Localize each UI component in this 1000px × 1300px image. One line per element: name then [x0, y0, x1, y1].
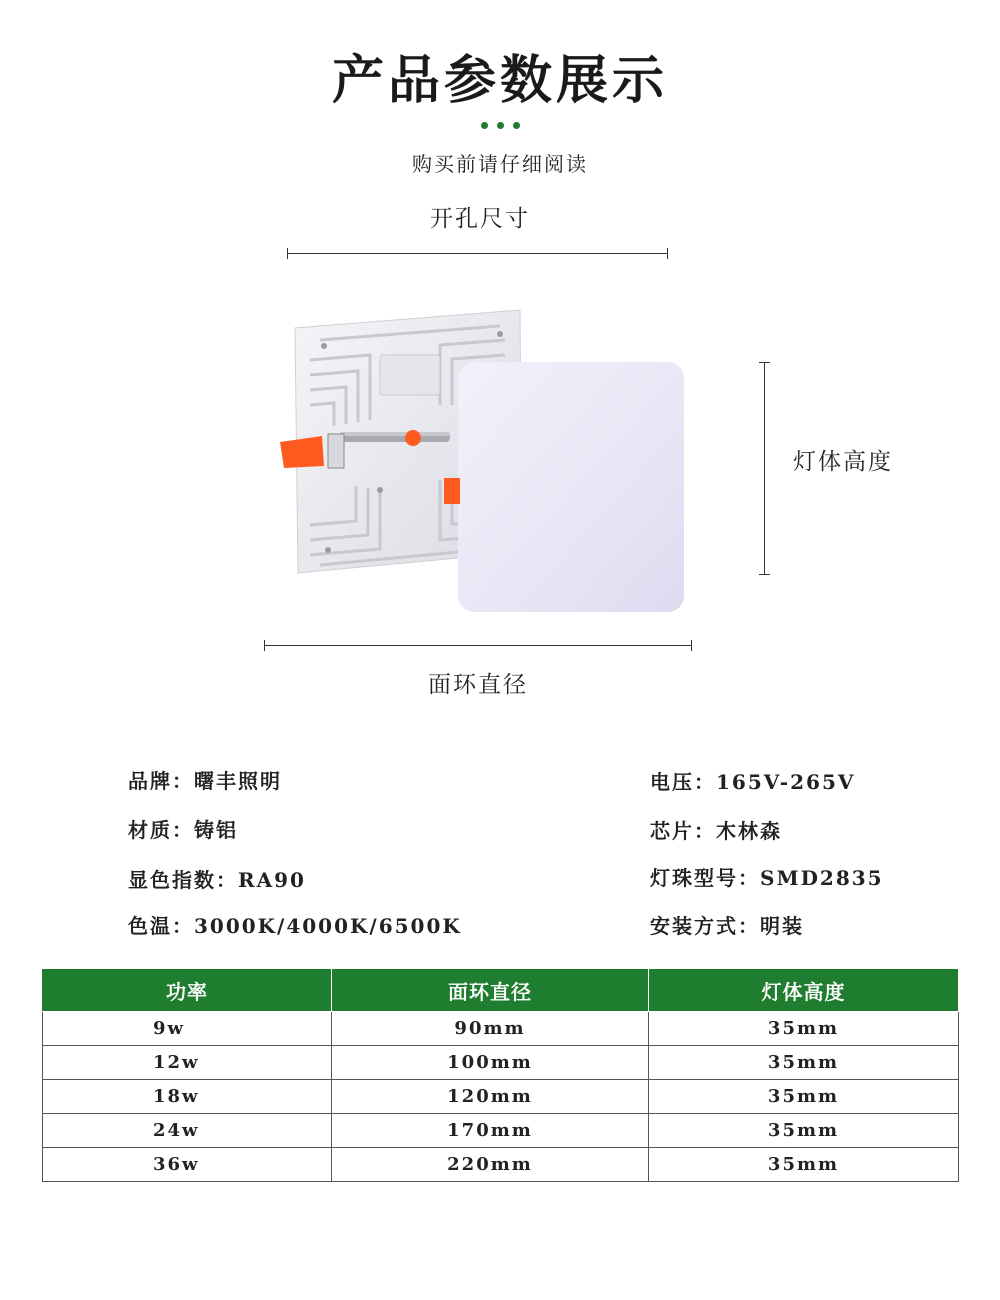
spec-installation: 安装方式：明装 — [650, 914, 804, 938]
spec-brand: 品牌：曙丰照明 — [128, 769, 282, 793]
spec-led-model: 灯珠型号：SMD2835 — [650, 866, 884, 890]
size-table — [42, 968, 959, 1182]
hole-size-dimension-line — [287, 253, 668, 254]
spec-voltage: 电压：165V-265V — [650, 770, 856, 794]
table-row — [43, 1114, 959, 1148]
cell-ring-diameter: 120mm — [332, 1080, 649, 1114]
body-height-label: 灯体高度 — [793, 449, 893, 475]
cell-power: 36w — [43, 1148, 332, 1182]
spec-cri: 显色指数：RA90 — [128, 868, 306, 892]
divider-dot — [513, 122, 520, 129]
hole-size-label: 开孔尺寸 — [430, 206, 530, 232]
table-row — [43, 1012, 959, 1046]
led-panel-light-image — [270, 300, 700, 620]
cell-power: 18w — [43, 1080, 332, 1114]
ring-diameter-dimension-line — [264, 645, 692, 646]
divider-dot — [497, 122, 504, 129]
spec-chip: 芯片：木林森 — [650, 819, 782, 843]
body-height-dimension-line — [764, 362, 765, 575]
cell-ring-diameter: 100mm — [332, 1046, 649, 1080]
table-row — [43, 1046, 959, 1080]
cell-power: 24w — [43, 1114, 332, 1148]
cell-body-height: 35mm — [649, 1148, 959, 1182]
spec-material: 材质：铸铝 — [128, 818, 238, 842]
ring-diameter-label: 面环直径 — [428, 672, 528, 698]
cell-body-height: 35mm — [649, 1012, 959, 1046]
cell-ring-diameter: 90mm — [332, 1012, 649, 1046]
cell-body-height: 35mm — [649, 1114, 959, 1148]
cell-power: 9w — [43, 1012, 332, 1046]
page-subtitle: 购买前请仔细阅读 — [412, 152, 588, 176]
spec-color-temperature: 色温：3000K/4000K/6500K — [128, 914, 462, 938]
title-dots-divider — [0, 122, 1000, 129]
table-row — [43, 1148, 959, 1182]
divider-dot — [481, 122, 488, 129]
cell-ring-diameter: 220mm — [332, 1148, 649, 1182]
header-body-height: 灯体高度 — [649, 969, 959, 1012]
page-title: 产品参数展示 — [331, 50, 668, 111]
table-header-row — [43, 969, 959, 1012]
cell-ring-diameter: 170mm — [332, 1114, 649, 1148]
front-diffuser-panel — [444, 362, 684, 612]
header-ring-diameter: 面环直径 — [332, 969, 649, 1012]
header-power: 功率 — [43, 969, 332, 1012]
table-row — [43, 1080, 959, 1114]
cell-body-height: 35mm — [649, 1080, 959, 1114]
cell-power: 12w — [43, 1046, 332, 1080]
cell-body-height: 35mm — [649, 1046, 959, 1080]
